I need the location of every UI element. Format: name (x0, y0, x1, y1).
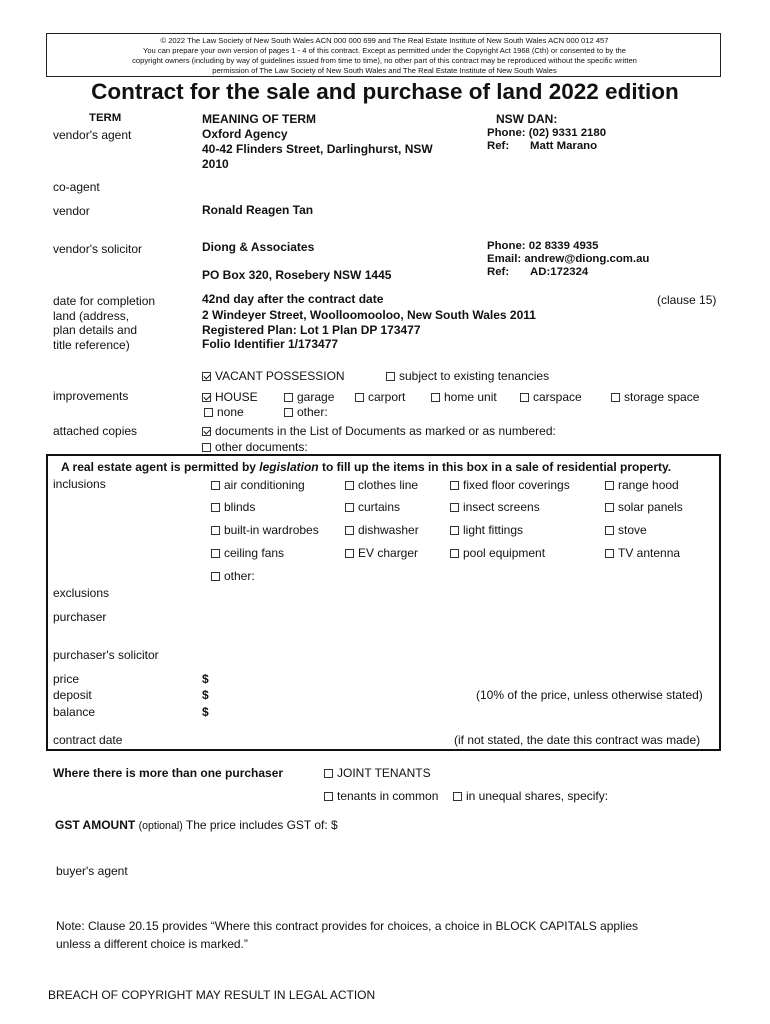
improvement-none[interactable] (204, 405, 244, 419)
inclusion-item-label: insect screens (463, 500, 540, 514)
inclusion-item[interactable] (345, 546, 418, 560)
co-agent-label: co-agent (53, 180, 100, 194)
balance-label: balance (53, 705, 96, 719)
checkbox-icon (211, 481, 220, 490)
attached-documents-text: documents in the List of Documents as marked or as numbered: (215, 424, 556, 438)
inclusion-item[interactable] (450, 500, 540, 514)
improvement-home-unit-text: home unit (444, 390, 497, 404)
legislation-heading (61, 460, 671, 474)
land-label-2: plan details and (53, 323, 138, 337)
checkbox-icon (450, 503, 459, 512)
improvement-storage-space[interactable] (611, 390, 699, 404)
checkbox-icon (431, 393, 440, 402)
improvement-none-text: none (217, 405, 244, 419)
vendor-name: Ronald Reagen Tan (202, 203, 314, 217)
inclusion-item[interactable] (345, 523, 419, 537)
unequal-shares-option[interactable] (453, 789, 608, 803)
checkbox-icon (450, 526, 459, 535)
improvement-carspace[interactable] (520, 390, 582, 404)
vendors-agent-name: Oxford Agency (202, 127, 288, 141)
existing-tenancies-text: subject to existing tenancies (399, 369, 550, 383)
improvement-carport-text: carport (368, 390, 406, 404)
legislation-prefix: A real estate agent is permitted by (61, 460, 260, 474)
improvement-carspace-text: carspace (533, 390, 582, 404)
price-currency: $ (202, 672, 209, 686)
improvement-house-text: HOUSE (215, 390, 258, 404)
checkbox-icon (345, 503, 354, 512)
legislation-suffix: to fill up the items in this box in a sale of residential property. (318, 460, 672, 474)
inclusion-item[interactable] (345, 500, 400, 514)
checkbox-icon (345, 481, 354, 490)
vendors-agent-address-1: 40-42 Flinders Street, Darlinghurst, NSW (202, 142, 433, 156)
inclusion-item[interactable] (605, 478, 679, 492)
land-address: 2 Windeyer Street, Woolloomooloo, New South Wales 2011 (202, 308, 536, 322)
inclusion-item[interactable] (450, 523, 523, 537)
checkbox-icon (324, 769, 333, 778)
document-title: Contract for the sale and purchase of land 2022 edition (91, 79, 679, 104)
inclusions-label: inclusions (53, 477, 106, 491)
land-folio: Folio Identifier 1/173477 (202, 337, 339, 351)
inclusion-item[interactable] (605, 546, 680, 560)
checked-checkbox-icon (202, 372, 211, 381)
checkbox-icon (605, 503, 614, 512)
contract-date-note: (if not stated, the date this contract was made) (454, 733, 701, 747)
checkbox-icon (345, 526, 354, 535)
improvement-garage-text: garage (297, 390, 335, 404)
exclusions-label: exclusions (53, 586, 110, 600)
checkbox-icon (386, 372, 395, 381)
multiple-purchasers-label: Where there is more than one purchaser (53, 766, 284, 780)
inclusion-item[interactable] (211, 500, 255, 514)
buyers-agent-label: buyer's agent (56, 864, 128, 878)
inclusion-item[interactable] (211, 523, 319, 537)
checkbox-icon (211, 572, 220, 581)
land-plan: Registered Plan: Lot 1 Plan DP 173477 (202, 323, 421, 337)
vendors-agent-address-2: 2010 (202, 157, 229, 171)
vendors-agent-ref-value: Matt Marano (530, 140, 598, 152)
checkbox-icon (453, 792, 462, 801)
vendors-solicitor-phone: Phone: 02 8339 4935 (487, 240, 599, 252)
checkbox-icon (450, 549, 459, 558)
inclusion-item[interactable] (605, 500, 683, 514)
copyright-warning: BREACH OF COPYRIGHT MAY RESULT IN LEGAL ACTION (48, 988, 376, 1002)
term-header: TERM (89, 112, 122, 124)
gst-row (55, 818, 338, 832)
improvement-house[interactable] (202, 390, 258, 404)
checkbox-icon (520, 393, 529, 402)
inclusion-item-label: pool equipment (463, 546, 546, 560)
inclusion-item-label: clothes line (358, 478, 419, 492)
inclusion-item-label: curtains (358, 500, 401, 514)
inclusion-item-label: ceiling fans (224, 546, 285, 560)
inclusion-item-label: solar panels (618, 500, 683, 514)
vendors-solicitor-po-box: PO Box 320, Rosebery NSW 1445 (202, 268, 392, 282)
attached-copies-label: attached copies (53, 424, 138, 438)
improvement-home-unit[interactable] (431, 390, 497, 404)
unequal-shares-text: in unequal shares, specify: (466, 789, 609, 803)
note-line-2: unless a different choice is marked.” (56, 937, 248, 951)
joint-tenants-text: JOINT TENANTS (337, 766, 431, 780)
purchaser-label: purchaser (53, 610, 107, 624)
nsw-dan-header: NSW DAN: (496, 112, 558, 126)
note-line-1: Note: Clause 20.15 provides “Where this contract provides for choices, a choice in BLOCK CAPITALS applies (56, 919, 639, 933)
improvements-label: improvements (53, 389, 129, 403)
checkbox-icon (211, 549, 220, 558)
tenants-in-common-option[interactable] (324, 789, 438, 803)
improvement-storage-space-text: storage space (624, 390, 700, 404)
price-label: price (53, 672, 80, 686)
checkbox-icon (211, 526, 220, 535)
copyright-line-4: permission of The Law Society of New South Wales and The Real Estate Institute of New South Wales (212, 66, 557, 75)
deposit-label: deposit (53, 688, 92, 702)
inclusion-item[interactable] (211, 478, 305, 492)
inclusion-item[interactable] (345, 478, 418, 492)
land-label-1: land (address, (53, 309, 130, 323)
inclusion-item-label: dishwasher (358, 523, 419, 537)
checkbox-icon (355, 393, 364, 402)
improvement-other[interactable] (284, 405, 328, 419)
inclusion-item-label: TV antenna (618, 546, 681, 560)
inclusion-item-label: fixed floor coverings (463, 478, 570, 492)
completion-clause: (clause 15) (657, 293, 717, 307)
inclusion-item-label: other: (224, 569, 255, 583)
inclusion-item[interactable] (450, 546, 545, 560)
land-label-3: title reference) (53, 338, 130, 352)
completion-label: date for completion (53, 294, 156, 308)
other-documents-option[interactable] (202, 440, 308, 454)
inclusion-item-label: blinds (224, 500, 256, 514)
vendors-solicitor-name: Diong & Associates (202, 240, 315, 254)
improvement-other-text: other: (297, 405, 328, 419)
vendors-solicitor-label: vendor's solicitor (53, 242, 142, 256)
vendors-agent-label: vendor's agent (53, 128, 132, 142)
checkbox-icon (202, 443, 211, 452)
vendors-solicitor-ref-label: Ref: (487, 266, 510, 278)
vendors-solicitor-ref-value: AD:172324 (530, 266, 589, 278)
checkbox-icon (284, 393, 293, 402)
existing-tenancies-option[interactable] (386, 369, 549, 383)
copyright-line-2: You can prepare your own version of pages 1 - 4 of this contract. Except as permitted under the Copyright Act 1968 (Cth) or consented to by the (142, 46, 627, 55)
improvement-carport[interactable] (355, 390, 405, 404)
inclusion-item-label: EV charger (358, 546, 419, 560)
checkbox-icon (204, 408, 213, 417)
vendors-agent-phone: Phone: (02) 9331 2180 (487, 127, 607, 139)
checkbox-icon (450, 481, 459, 490)
inclusion-item-label: stove (618, 523, 647, 537)
gst-optional: (optional) (138, 820, 183, 832)
purchasers-solicitor-label: purchaser's solicitor (53, 648, 159, 662)
completion-value: 42nd day after the contract date (202, 292, 384, 306)
checkbox-icon (211, 503, 220, 512)
inclusion-item[interactable] (450, 478, 570, 492)
checkbox-icon (605, 526, 614, 535)
other-documents-text: other documents: (215, 440, 308, 454)
inclusion-item[interactable] (211, 569, 255, 583)
joint-tenants-option[interactable] (324, 766, 431, 780)
agent-fill-box (46, 454, 721, 751)
contract-date-label: contract date (53, 733, 123, 747)
inclusion-item-label: air conditioning (224, 478, 305, 492)
inclusion-item-label: range hood (618, 478, 679, 492)
checkbox-icon (605, 549, 614, 558)
checkbox-icon (324, 792, 333, 801)
vendor-label: vendor (53, 204, 90, 218)
deposit-currency: $ (202, 688, 209, 702)
balance-currency: $ (202, 705, 209, 719)
vendors-solicitor-email: Email: andrew@diong.com.au (487, 253, 650, 265)
checkbox-icon (611, 393, 620, 402)
improvement-garage[interactable] (284, 390, 334, 404)
checkbox-icon (284, 408, 293, 417)
legislation-word: legislation (259, 460, 319, 474)
checked-checkbox-icon (202, 427, 211, 436)
gst-label: GST AMOUNT (55, 818, 136, 832)
inclusion-item[interactable] (605, 523, 647, 537)
inclusion-item-label: light fittings (463, 523, 524, 537)
tenants-in-common-text: tenants in common (337, 789, 439, 803)
copyright-notice (46, 33, 721, 77)
copyright-line-1: © 2022 The Law Society of New South Wales ACN 000 000 699 and The Real Estate Institute of New South Wales ACN 000 012 457 (160, 36, 609, 45)
vacant-possession-text: VACANT POSSESSION (215, 369, 345, 383)
attached-documents-option[interactable] (202, 424, 556, 438)
checkbox-icon (605, 481, 614, 490)
inclusion-item[interactable] (211, 546, 284, 560)
gst-text: The price includes GST of: $ (185, 818, 338, 832)
checked-checkbox-icon (202, 393, 211, 402)
vendors-agent-ref-label: Ref: (487, 140, 510, 152)
copyright-line-3: copyright owners (including by way of guidelines issued from time to time), no other part of this contract may be reproduced without the specific written (132, 56, 637, 65)
meaning-header: MEANING OF TERM (202, 112, 316, 126)
checkbox-icon (345, 549, 354, 558)
vacant-possession-option[interactable] (202, 369, 345, 383)
deposit-note: (10% of the price, unless otherwise stated) (476, 688, 703, 702)
inclusion-item-label: built-in wardrobes (224, 523, 319, 537)
